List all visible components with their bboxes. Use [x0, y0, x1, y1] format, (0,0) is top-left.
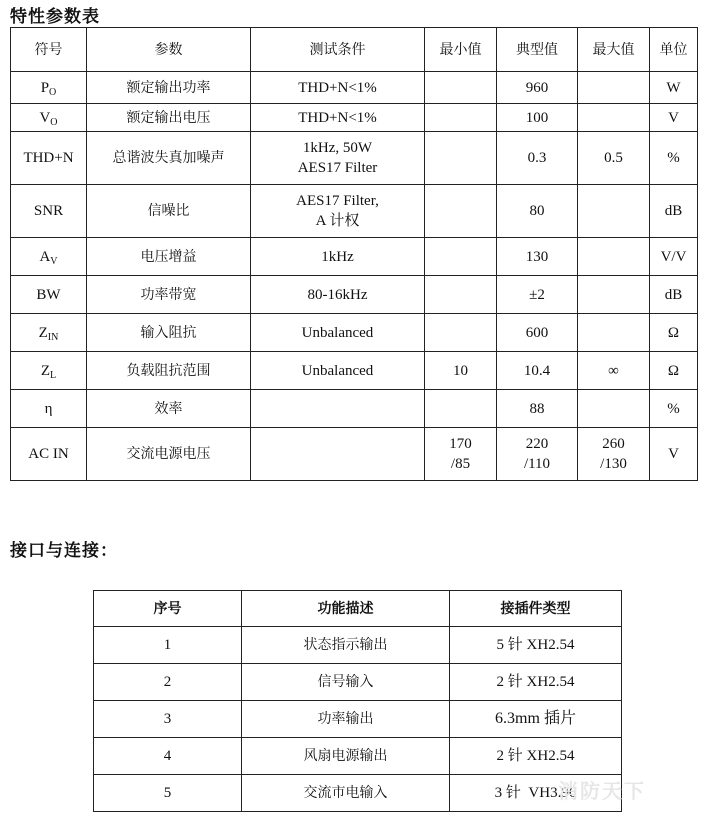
typ-cell: 220 /110 [497, 428, 578, 481]
table-row [11, 314, 698, 352]
header-unit: 单位 [650, 28, 698, 72]
header-parameter: 参数 [87, 28, 251, 72]
header-condition: 测试条件 [251, 28, 425, 72]
symbol-cell: $V_O$ [11, 104, 87, 132]
header-number: 序号 [94, 591, 242, 627]
parameter-cell: 输入阻抗 [87, 314, 251, 352]
max-cell: ∞ [578, 352, 650, 390]
max-cell: 260 /130 [578, 428, 650, 481]
symbol-cell: THD+N [11, 132, 87, 185]
condition-cell [251, 428, 425, 481]
symbol-cell: $Z_{IN}$ [11, 314, 87, 352]
number-cell: 5 [94, 775, 242, 812]
table-row [11, 428, 698, 481]
header-typ: 典型值 [497, 28, 578, 72]
unit-cell: V [650, 104, 698, 132]
parameter-cell: 总谐波失真加噪声 [87, 132, 251, 185]
condition-cell: 1kHz, 50W AES17 Filter [251, 132, 425, 185]
typ-cell: 80 [497, 185, 578, 238]
typ-cell: 88 [497, 390, 578, 428]
parameter-cell: 负载阻抗范围 [87, 352, 251, 390]
header-function: 功能描述 [242, 591, 450, 627]
min-cell [425, 390, 497, 428]
max-cell [578, 185, 650, 238]
connector-type-cell: 2 针 XH2.54 [450, 738, 622, 775]
unit-cell: W [650, 72, 698, 104]
max-cell [578, 238, 650, 276]
typ-cell: 0.3 [497, 132, 578, 185]
connector-header-row [94, 591, 622, 627]
condition-cell: THD+N<1% [251, 104, 425, 132]
max-cell [578, 390, 650, 428]
header-max: 最大值 [578, 28, 650, 72]
unit-cell: V/V [650, 238, 698, 276]
unit-cell: dB [650, 185, 698, 238]
symbol-cell: BW [11, 276, 87, 314]
table-row [11, 352, 698, 390]
symbol-cell: η [11, 390, 87, 428]
condition-cell: AES17 Filter, A 计权 [251, 185, 425, 238]
condition-cell: Unbalanced [251, 352, 425, 390]
table-row [11, 132, 698, 185]
min-cell: 170 /85 [425, 428, 497, 481]
symbol-cell: $A_V$ [11, 238, 87, 276]
parameter-cell: 交流电源电压 [87, 428, 251, 481]
function-cell: 风扇电源输出 [242, 738, 450, 775]
header-min: 最小值 [425, 28, 497, 72]
condition-cell: THD+N<1% [251, 72, 425, 104]
table-row [94, 701, 622, 738]
table-row [11, 185, 698, 238]
table-row [94, 738, 622, 775]
parameter-cell: 功率带宽 [87, 276, 251, 314]
min-cell [425, 185, 497, 238]
connector-type-cell: 2 针 XH2.54 [450, 664, 622, 701]
parameter-cell: 效率 [87, 390, 251, 428]
connector-table [93, 590, 622, 812]
min-cell [425, 132, 497, 185]
watermark: 消防天下 [558, 779, 646, 803]
min-cell: 10 [425, 352, 497, 390]
max-cell: 0.5 [578, 132, 650, 185]
symbol-cell: $P_O$ [11, 72, 87, 104]
table-row [11, 390, 698, 428]
number-cell: 4 [94, 738, 242, 775]
function-cell: 交流市电输入 [242, 775, 450, 812]
typ-cell: ±2 [497, 276, 578, 314]
number-cell: 2 [94, 664, 242, 701]
function-cell: 状态指示输出 [242, 627, 450, 664]
table-row [11, 72, 698, 104]
unit-cell: dB [650, 276, 698, 314]
condition-cell: Unbalanced [251, 314, 425, 352]
table-row [94, 627, 622, 664]
condition-cell: 80-16kHz [251, 276, 425, 314]
spec-header-row [11, 28, 698, 72]
unit-cell: Ω [650, 314, 698, 352]
min-cell [425, 238, 497, 276]
spec-table [10, 27, 698, 481]
parameter-cell: 额定输出功率 [87, 72, 251, 104]
typ-cell: 130 [497, 238, 578, 276]
symbol-cell: AC IN [11, 428, 87, 481]
number-cell: 3 [94, 701, 242, 738]
table-row [11, 238, 698, 276]
condition-cell: 1kHz [251, 238, 425, 276]
connector-section-title: 接口与连接： [10, 541, 118, 561]
table-row [94, 775, 622, 812]
header-symbol: 符号 [11, 28, 87, 72]
condition-cell [251, 390, 425, 428]
table-row [11, 276, 698, 314]
parameter-cell: 电压增益 [87, 238, 251, 276]
symbol-cell: $Z_L$ [11, 352, 87, 390]
table-row [11, 104, 698, 132]
min-cell [425, 72, 497, 104]
typ-cell: 600 [497, 314, 578, 352]
symbol-cell: SNR [11, 185, 87, 238]
max-cell [578, 104, 650, 132]
connector-type-cell: 6.3mm 插片 [450, 701, 622, 738]
min-cell [425, 104, 497, 132]
header-connector-type: 接插件类型 [450, 591, 622, 627]
min-cell [425, 314, 497, 352]
connector-type-cell: 3 针 VH3.96 [450, 775, 622, 812]
table-row [94, 664, 622, 701]
connector-type-cell: 5 针 XH2.54 [450, 627, 622, 664]
min-cell [425, 276, 497, 314]
max-cell [578, 276, 650, 314]
function-cell: 信号输入 [242, 664, 450, 701]
parameter-cell: 额定输出电压 [87, 104, 251, 132]
typ-cell: 10.4 [497, 352, 578, 390]
function-cell: 功率输出 [242, 701, 450, 738]
unit-cell: % [650, 132, 698, 185]
spec-table-title: 特性参数表 [10, 7, 100, 27]
max-cell [578, 314, 650, 352]
parameter-cell: 信噪比 [87, 185, 251, 238]
typ-cell: 100 [497, 104, 578, 132]
unit-cell: Ω [650, 352, 698, 390]
typ-cell: 960 [497, 72, 578, 104]
number-cell: 1 [94, 627, 242, 664]
unit-cell: % [650, 390, 698, 428]
unit-cell: V [650, 428, 698, 481]
max-cell [578, 72, 650, 104]
